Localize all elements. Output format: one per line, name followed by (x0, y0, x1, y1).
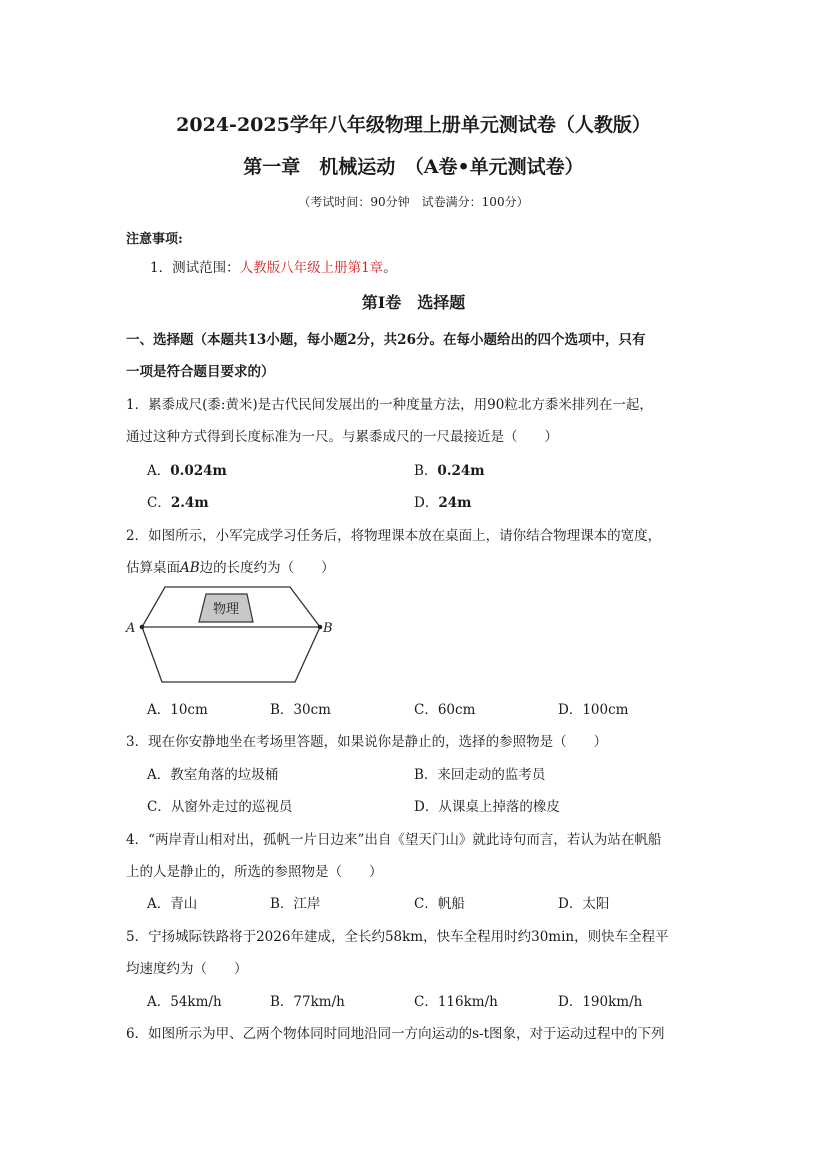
q5-option-b[interactable]: B．77km/h (270, 994, 345, 1010)
q5-text-line1: 5．宁扬城际铁路将于2026年建成，全长约58km，快车全程用时约30min，则快车全程平 (126, 929, 669, 945)
exam-info: （考试时间：90分钟 试卷满分：100分） (298, 195, 529, 209)
q2-text-line2: 估算桌面AB边的长度约为（ ） (126, 560, 335, 576)
notes-heading: 注意事项: (126, 232, 183, 247)
q1-option-c[interactable]: C．2.4m (147, 495, 209, 511)
notes-item-suffix: 。 (383, 260, 397, 276)
q3-option-b[interactable]: B．来回走动的监考员 (414, 767, 546, 783)
notes-item-1 (150, 256, 397, 276)
notes-item-prefix: 1．测试范围： (150, 260, 240, 276)
q4-text-line2: 上的人是静止的，所选的参照物是（ ） (126, 864, 383, 880)
q4-option-b[interactable]: B．江岸 (270, 896, 321, 912)
section-title: 第Ⅰ卷 选择题 (361, 293, 466, 312)
q1-option-b[interactable]: B．0.24m (414, 463, 485, 479)
q5-option-c[interactable]: C．116km/h (414, 994, 498, 1010)
textbook-label: 物理 (212, 602, 240, 617)
notes-item-scope: 人教版八年级上册第1章 (239, 260, 384, 276)
q2-desk-figure (120, 582, 340, 692)
q3-text-line1: 3．现在你安静地坐在考场里答题，如果说你是静止的，选择的参照物是（ ） (126, 734, 608, 750)
q2-option-c[interactable]: C．60cm (414, 702, 476, 718)
q2-option-d[interactable]: D．100cm (558, 702, 629, 718)
point-a (140, 625, 145, 630)
section-instructions-line1: 一、选择题（本题共13小题，每小题2分，共26分。在每小题给出的四个选项中，只有 (126, 332, 646, 348)
exam-title: 2024-2025学年八年级物理上册单元测试卷（人教版） (176, 114, 651, 136)
q2-segment-ab: AB (180, 560, 200, 576)
q4-option-c[interactable]: C．帆船 (414, 896, 465, 912)
q4-text-line1: 4．“两岸青山相对出，孤帆一片日边来”出自《望天门山》就此诗句而言，若认为站在帆船 (126, 832, 662, 848)
label-b: B (323, 621, 333, 636)
q5-option-a[interactable]: A．54km/h (147, 994, 222, 1010)
q1-option-d[interactable]: D．24m (414, 495, 472, 511)
q2-option-a[interactable]: A．10cm (147, 702, 208, 718)
q5-option-d[interactable]: D．190km/h (558, 994, 643, 1010)
q4-option-d[interactable]: D．太阳 (558, 896, 610, 912)
q5-text-line2: 均速度约为（ ） (126, 961, 248, 977)
q2-text-line1: 2．如图所示，小军完成学习任务后，将物理课本放在桌面上，请你结合物理课本的宽度， (126, 528, 662, 544)
chapter-title: 第一章 机械运动 （A卷•单元测试卷） (243, 156, 584, 178)
q1-text-line2: 通过这种方式得到长度标准为一尺。与累黍成尺的一尺最接近是（ ） (126, 429, 558, 445)
q6-text-line1: 6．如图所示为甲、乙两个物体同时同地沿同一方向运动的s-t图象，对于运动过程中的下列 (126, 1026, 665, 1042)
label-a: A (126, 621, 136, 636)
q2-option-b[interactable]: B．30cm (270, 702, 331, 718)
q3-option-c[interactable]: C．从窗外走过的巡视员 (147, 799, 293, 815)
q1-text-line1: 1．累黍成尺(黍:黄米)是古代民间发展出的一种度量方法，用90粒北方黍米排列在一起， (126, 397, 653, 413)
q3-option-d[interactable]: D．从课桌上掉落的橡皮 (414, 799, 560, 815)
q1-option-a[interactable]: A．0.024m (147, 463, 227, 479)
q3-option-a[interactable]: A．教室角落的垃圾桶 (147, 767, 279, 783)
point-b (318, 625, 323, 630)
section-instructions-line2: 一项是符合题目要求的） (126, 364, 275, 380)
q4-option-a[interactable]: A．青山 (147, 896, 198, 912)
